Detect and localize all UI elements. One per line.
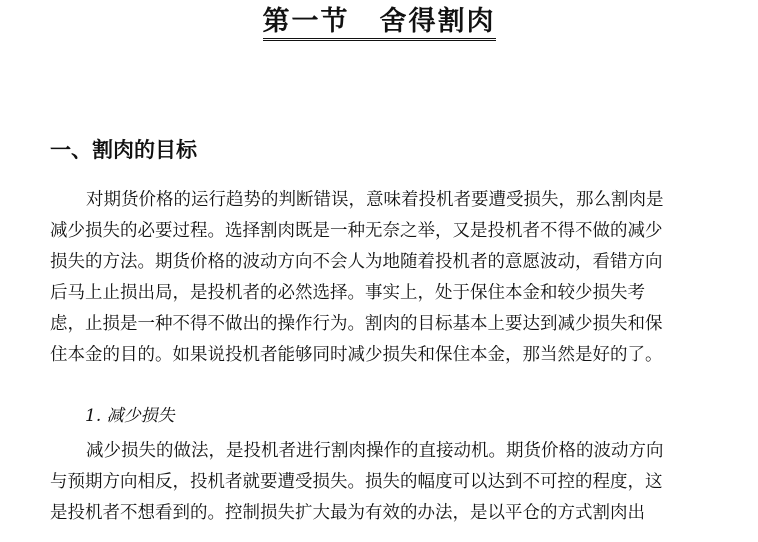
- paragraph-1-line-3: 损失的方法。期货价格的波动方向不会人为地随着投机者的意愿波动，看错方向: [50, 252, 663, 272]
- subheading-reduce-loss: 1. 减少损失: [85, 406, 175, 426]
- paragraph-1-line-1: 对期货价格的运行趋势的判断错误，意味着投机者要遭受损失，那么割肉是: [86, 190, 664, 210]
- paragraph-1-line-6: 住本金的目的。如果说投机者能够同时减少损失和保住本金，那当然是好的了。: [50, 345, 663, 365]
- paragraph-2-line-1: 减少损失的做法，是投机者进行割肉操作的直接动机。期货价格的波动方向: [86, 441, 664, 461]
- paragraph-1-line-4: 后马上止损出局，是投机者的必然选择。事实上，处于保住本金和较少损失考: [50, 283, 645, 303]
- paragraph-1-line-5: 虑，止损是一种不得不做出的操作行为。割肉的目标基本上要达到减少损失和保: [50, 314, 663, 334]
- paragraph-1: [50, 185, 750, 371]
- section-title-text: [263, 6, 496, 41]
- paragraph-2: [50, 436, 750, 529]
- section-title: [0, 2, 758, 42]
- section-name: 舍得割肉: [379, 6, 496, 37]
- heading-cutting-loss-goal: 一、割肉的目标: [50, 138, 197, 162]
- section-number: 第一节: [262, 6, 350, 37]
- paragraph-1-line-2: 减少损失的必要过程。选择割肉既是一种无奈之举，又是投机者不得不做的减少: [50, 221, 663, 241]
- paragraph-2-line-2: 与预期方向相反，投机者就要遭受损失。损失的幅度可以达到不可控的程度，这: [50, 472, 663, 492]
- paragraph-2-line-3: 是投机者不想看到的。控制损失扩大最为有效的办法，是以平仓的方式割肉出: [50, 503, 645, 523]
